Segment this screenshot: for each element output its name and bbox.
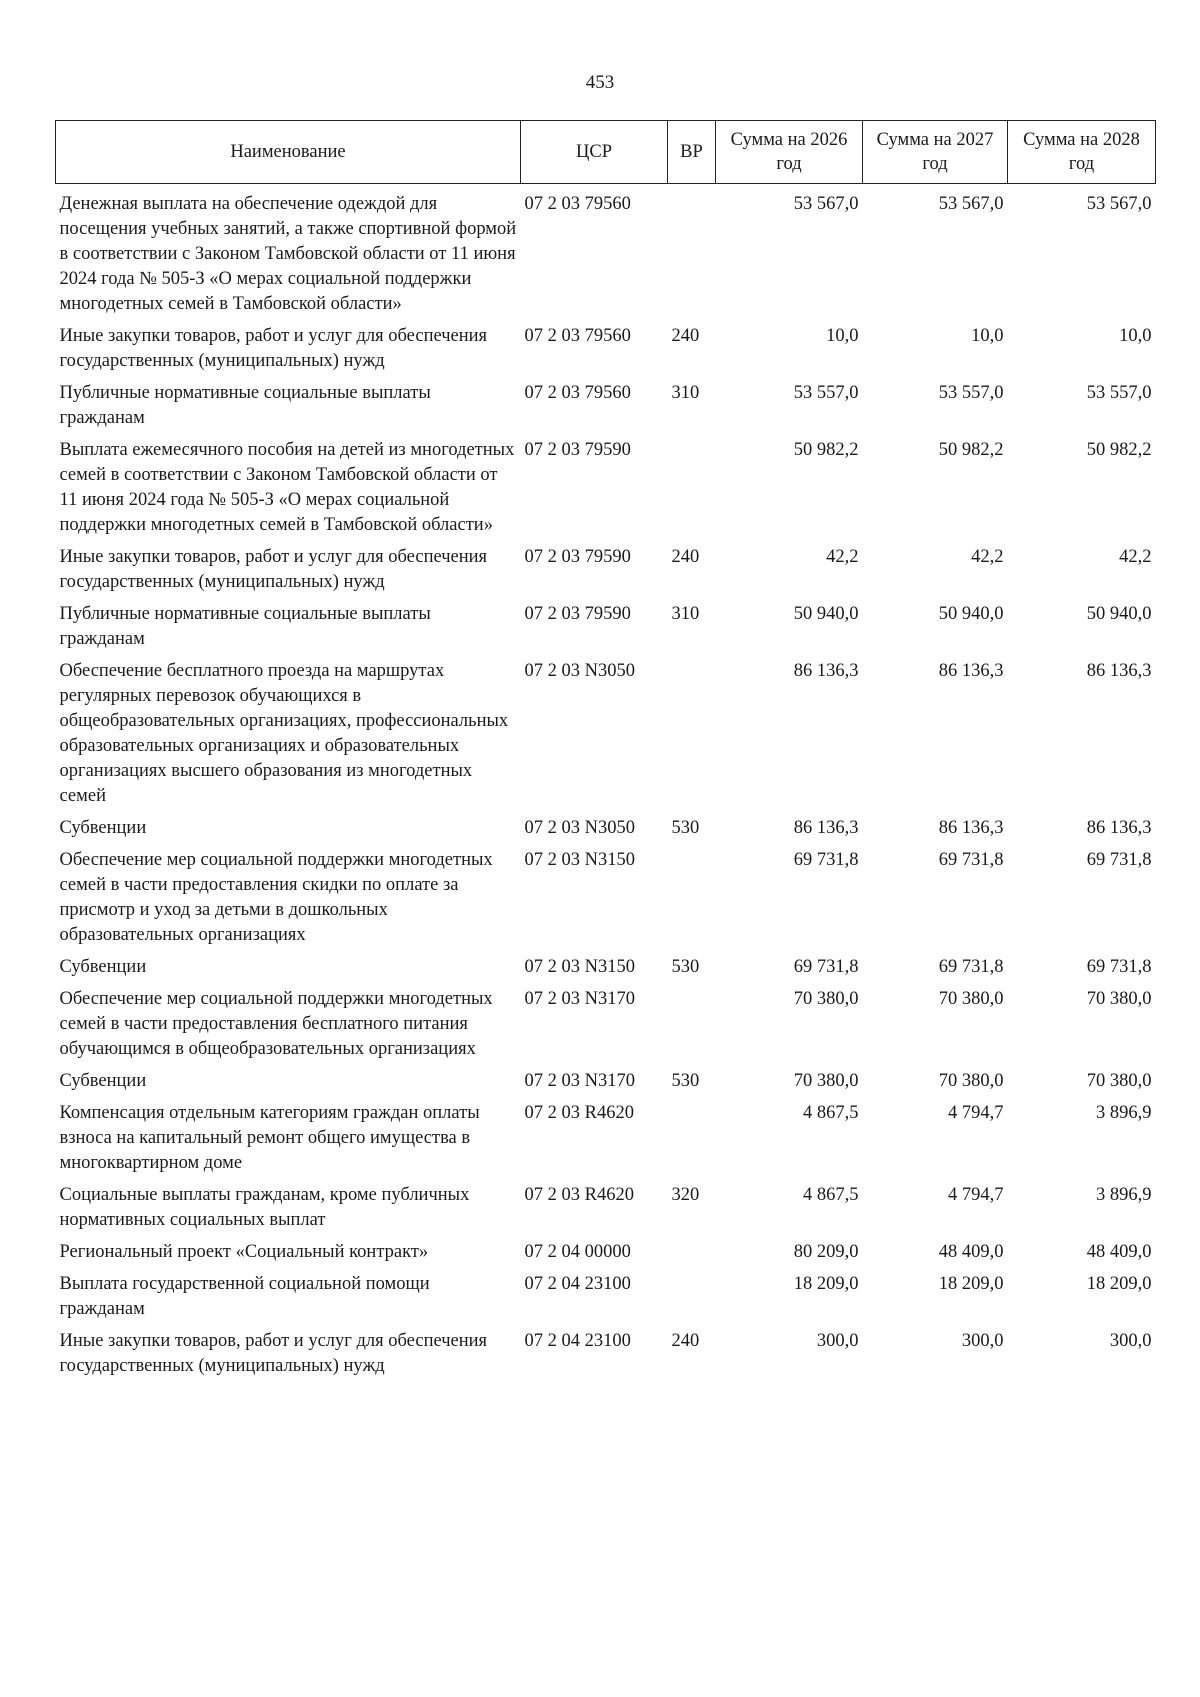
row-csr: 07 2 03 N3150: [524, 957, 635, 977]
row-vr: [668, 1272, 716, 1329]
header-csr: ЦСР: [521, 121, 668, 184]
table-row: [56, 1272, 1156, 1329]
row-vr: [668, 659, 716, 816]
row-vr: 240: [671, 326, 700, 346]
table-row: [56, 184, 1156, 325]
row-sum-2027: 86 136,3: [938, 661, 1004, 681]
row-vr: [668, 438, 716, 545]
row-name: Иные закупки товаров, работ и услуг для обеспечения государственных (муниципальных) нужд: [59, 326, 488, 371]
row-sum-2026: 10,0: [826, 326, 859, 346]
row-name: Обеспечение мер социальной поддержки многодетных семей в части предоставления бесплатного питания обучающимся в общеобразовательных организациях: [59, 989, 493, 1059]
row-sum-2027: 4 794,7: [948, 1103, 1004, 1123]
row-name: Компенсация отдельным категориям граждан оплаты взноса на капитальный ремонт общего имущества в многоквартирном доме: [59, 1103, 480, 1173]
row-sum-2026: 4 867,5: [803, 1103, 859, 1123]
row-csr: 07 2 03 N3170: [524, 989, 635, 1009]
table-body: [56, 184, 1156, 1387]
row-sum-2026: 86 136,3: [793, 818, 859, 838]
row-sum-2026: 18 209,0: [793, 1274, 859, 1294]
row-name: Публичные нормативные социальные выплаты гражданам: [59, 383, 431, 428]
table-row: [56, 848, 1156, 955]
row-csr: 07 2 04 00000: [524, 1242, 631, 1262]
row-vr: 310: [671, 604, 700, 624]
row-sum-2026: 50 940,0: [793, 604, 859, 624]
row-sum-2028: 86 136,3: [1086, 818, 1152, 838]
row-sum-2026: 69 731,8: [793, 850, 859, 870]
row-csr: 07 2 03 79560: [524, 326, 631, 346]
row-sum-2027: 70 380,0: [938, 989, 1004, 1009]
row-vr: [668, 1101, 716, 1183]
row-sum-2028: 86 136,3: [1086, 661, 1152, 681]
table-row: [56, 602, 1156, 659]
row-sum-2026: 53 567,0: [793, 194, 859, 214]
row-sum-2027: 53 567,0: [938, 194, 1004, 214]
row-sum-2028: 3 896,9: [1096, 1103, 1152, 1123]
row-name: Социальные выплаты гражданам, кроме публичных нормативных социальных выплат: [59, 1185, 470, 1230]
table-row: [56, 659, 1156, 816]
row-name: Иные закупки товаров, работ и услуг для обеспечения государственных (муниципальных) нужд: [59, 547, 488, 592]
row-csr: 07 2 03 79590: [524, 547, 631, 567]
row-sum-2027: 300,0: [961, 1331, 1004, 1351]
row-sum-2026: 70 380,0: [793, 989, 859, 1009]
row-sum-2028: 53 567,0: [1086, 194, 1152, 214]
row-sum-2026: 80 209,0: [793, 1242, 859, 1262]
header-vr: ВР: [668, 121, 716, 184]
row-name: Обеспечение бесплатного проезда на маршрутах регулярных перевозок обучающихся в общеобразовательных организациях, профессиональных образовательных организациях и образовательных организациях высшего образования из многодетных семей: [59, 661, 509, 806]
row-name: Обеспечение мер социальной поддержки многодетных семей в части предоставления скидки по оплате за присмотр и уход за детьми в дошкольных образовательных организациях: [59, 850, 493, 945]
row-sum-2027: 42,2: [971, 547, 1004, 567]
row-name: Выплата ежемесячного пособия на детей из многодетных семей в соответствии с Законом Тамбовской области от 11 июня 2024 года № 505-З «О мерах социальной поддержки многодетных семей в Тамбовской области»: [59, 440, 515, 535]
row-name: Выплата государственной социальной помощи гражданам: [59, 1274, 430, 1319]
header-sum-2026: Сумма на 2026 год: [716, 121, 863, 184]
budget-table: [55, 120, 1156, 1386]
table-row: [56, 987, 1156, 1069]
row-csr: 07 2 03 79560: [524, 383, 631, 403]
row-name: Иные закупки товаров, работ и услуг для обеспечения государственных (муниципальных) нужд: [59, 1331, 488, 1376]
row-csr: 07 2 03 N3170: [524, 1071, 635, 1091]
table-row: [56, 955, 1156, 987]
row-csr: 07 2 03 N3050: [524, 661, 635, 681]
row-vr: 320: [671, 1185, 700, 1205]
row-csr: 07 2 03 N3050: [524, 818, 635, 838]
table-row: [56, 381, 1156, 438]
row-sum-2027: 50 940,0: [938, 604, 1004, 624]
row-csr: 07 2 03 R4620: [524, 1103, 634, 1123]
row-sum-2028: 70 380,0: [1086, 989, 1152, 1009]
row-sum-2027: 69 731,8: [938, 957, 1004, 977]
page-number: 453: [585, 72, 615, 93]
row-sum-2028: 69 731,8: [1086, 957, 1152, 977]
row-sum-2028: 42,2: [1119, 547, 1152, 567]
row-vr: 240: [671, 547, 700, 567]
row-vr: 310: [671, 383, 700, 403]
row-sum-2028: 10,0: [1119, 326, 1152, 346]
row-csr: 07 2 03 79560: [524, 194, 631, 214]
row-vr: 530: [671, 957, 700, 977]
table-row: [56, 324, 1156, 381]
row-vr: [668, 1240, 716, 1272]
row-sum-2026: 300,0: [816, 1331, 859, 1351]
row-sum-2028: 69 731,8: [1086, 850, 1152, 870]
row-sum-2027: 4 794,7: [948, 1185, 1004, 1205]
row-name: Субвенции: [59, 1071, 147, 1091]
row-sum-2026: 50 982,2: [793, 440, 859, 460]
row-sum-2026: 86 136,3: [793, 661, 859, 681]
row-sum-2028: 48 409,0: [1086, 1242, 1152, 1262]
row-sum-2028: 18 209,0: [1086, 1274, 1152, 1294]
row-csr: 07 2 04 23100: [524, 1331, 631, 1351]
table-row: [56, 1101, 1156, 1183]
table-row: [56, 1240, 1156, 1272]
row-sum-2028: 3 896,9: [1096, 1185, 1152, 1205]
row-sum-2027: 48 409,0: [938, 1242, 1004, 1262]
row-sum-2027: 70 380,0: [938, 1071, 1004, 1091]
table-row: [56, 816, 1156, 848]
row-sum-2028: 50 982,2: [1086, 440, 1152, 460]
row-name: Публичные нормативные социальные выплаты гражданам: [59, 604, 431, 649]
row-sum-2028: 50 940,0: [1086, 604, 1152, 624]
table-row: [56, 545, 1156, 602]
table-row: [56, 1069, 1156, 1101]
row-sum-2026: 70 380,0: [793, 1071, 859, 1091]
row-sum-2027: 53 557,0: [938, 383, 1004, 403]
table-row: [56, 1329, 1156, 1386]
header-sum-2028: Сумма на 2028 год: [1008, 121, 1156, 184]
row-csr: 07 2 03 R4620: [524, 1185, 634, 1205]
row-vr: [668, 987, 716, 1069]
row-name: Региональный проект «Социальный контракт»: [59, 1242, 429, 1262]
row-sum-2028: 300,0: [1109, 1331, 1152, 1351]
row-name: Субвенции: [59, 957, 147, 977]
row-vr: 530: [671, 1071, 700, 1091]
row-csr: 07 2 03 79590: [524, 440, 631, 460]
row-sum-2027: 10,0: [971, 326, 1004, 346]
header-name: Наименование: [56, 121, 521, 184]
table-row: [56, 1183, 1156, 1240]
row-csr: 07 2 03 N3150: [524, 850, 635, 870]
row-vr: 530: [671, 818, 700, 838]
row-sum-2026: 4 867,5: [803, 1185, 859, 1205]
row-sum-2027: 86 136,3: [938, 818, 1004, 838]
row-sum-2027: 69 731,8: [938, 850, 1004, 870]
row-name: Денежная выплата на обеспечение одеждой для посещения учебных занятий, а также спортивной формой в соответствии с Законом Тамбовской области от 11 июня 2024 года № 505-З «О мерах социальной поддержки многодетных семей в Тамбовской области»: [59, 194, 517, 314]
row-sum-2026: 53 557,0: [793, 383, 859, 403]
table-header: [56, 121, 1156, 184]
row-csr: 07 2 04 23100: [524, 1274, 631, 1294]
row-sum-2026: 42,2: [826, 547, 859, 567]
row-name: Субвенции: [59, 818, 147, 838]
row-vr: 240: [671, 1331, 700, 1351]
row-sum-2027: 18 209,0: [938, 1274, 1004, 1294]
row-sum-2028: 70 380,0: [1086, 1071, 1152, 1091]
row-sum-2026: 69 731,8: [793, 957, 859, 977]
table-row: [56, 438, 1156, 545]
row-csr: 07 2 03 79590: [524, 604, 631, 624]
row-sum-2027: 50 982,2: [938, 440, 1004, 460]
header-sum-2027: Сумма на 2027 год: [863, 121, 1008, 184]
row-vr: [668, 184, 716, 325]
row-sum-2028: 53 557,0: [1086, 383, 1152, 403]
row-vr: [668, 848, 716, 955]
